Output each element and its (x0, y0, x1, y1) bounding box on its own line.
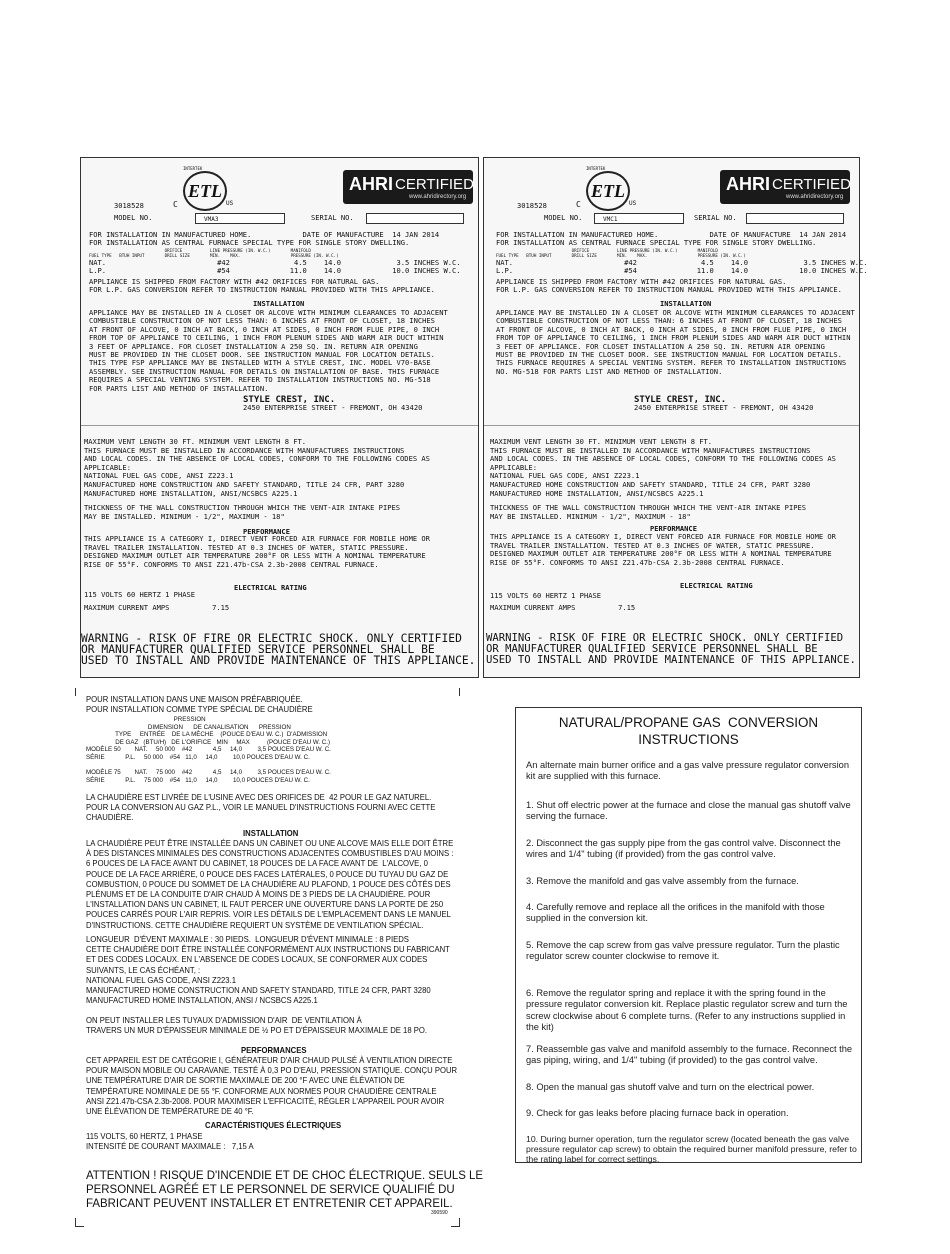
performance-title: PERFORMANCE (650, 524, 697, 533)
conversion-step-9: 9. Check for gas leaks before placing furnace back in operation. (526, 1108, 789, 1118)
gas-row-nat: NAT. #42 4.5 14.0 3.5 INCHES W.C. (496, 258, 868, 267)
performance-text: THIS APPLIANCE IS A CATEGORY I, DIRECT VENT FORCED AIR FURNACE FOR MOBILE HOME OR TRAVEL TRAILER INSTALLATION. TESTED AT 0.3 INCHES OF WATER, STATIC PRESSURE. DESIGNED MAXIMUM OUTLET AIR TEMPERATURE 200°F OR LESS WITH A NOMINAL TEMPERATURE RISE OF 55°F. CONFORMS TO ANSI Z21.47b-CSA 2.3b-2008 CENTRAL FURNACE. (490, 532, 836, 567)
conversion-step-1: 1. Shut off electric power at the furnace and close the manual gas shutoff valve serving the furnace. (526, 800, 851, 822)
installation-title: INSTALLATION (660, 299, 712, 308)
maker-name: STYLE CREST, INC. (243, 395, 336, 405)
maker-name: STYLE CREST, INC. (634, 395, 727, 405)
rating-label-left (80, 157, 479, 678)
model-label: MODEL NO. (114, 213, 153, 222)
wall-thickness: THICKNESS OF THE WALL CONSTRUCTION THROUGH WHICH THE VENT-AIR INTAKE PIPES MAY BE INSTALLED. MINIMUM - 1/2", MAXIMUM - 18" (84, 503, 401, 521)
wall-thickness: THICKNESS OF THE WALL CONSTRUCTION THROUGH WHICH THE VENT-AIR INTAKE PIPES MAY BE INSTALLED. MINIMUM - 1/2", MAXIMUM - 18" (490, 503, 807, 521)
install-line-1: FOR INSTALLATION IN MANUFACTURED HOME. DATE OF MANUFACTURE 14 JAN 2014 (89, 230, 440, 239)
conversion-title: NATURAL/PROPANE GAS CONVERSION INSTRUCTIONS (558, 715, 819, 747)
conversion-step-2: 2. Disconnect the gas supply pipe from the gas control valve. Disconnect the wires and 1/4" tubing (if provided) from the gas control valve. (526, 838, 841, 860)
installation-text: APPLIANCE MAY BE INSTALLED IN A CLOSET OR ALCOVE WITH MINIMUM CLEARANCES TO ADJACENT COMBUSTIBLE CONSTRUCTION OF NOT LESS THAN: 6 INCHES AT FRONT OF CLOSET, 18 INCHES AT FRONT OF ALCOVE, 0 INCH AT BACK, 0 INCH AT SIDES, 0 INCH FROM FLUE PIPE, 0 INCH FROM TOP OF APPLIANCE TO CEILING, 1 INCH FROM PLENUM SIDES AND WARM AIR DUCT WITHIN 3 FEET OF APPLIANCE. FOR CLOSET INSTALLATION A 250 SQ. IN. RETURN AIR OPENING MUST BE PROVIDED IN THE CLOSET DOOR. SEE INSTRUCTION MANUAL FOR LOCATION DETAILS. THIS FURNACE REQUIRES A SPECIAL VENTING SYSTEM. REFER TO INSTALLATION INSTRUCTIONS NO. MG-518 FOR PARTS LIST AND METHOD OF INSTALLATION. (496, 308, 855, 376)
french-installation-text: LA CHAUDIÈRE PEUT ÊTRE INSTALLÉE DANS UN CABINET OU UNE ALCOVE MAIS ELLE DOIT ÊTRE À DES DISTANCES MINIMALES DES CONSTRUCTIONS ADJACENTES COMBUSTIBLES D'AU MOINS : 6 POUCES DE LA FACE AVANT DU CABINET, 18 POUCES DE LA FACE AVANT DE L'ALCOVE, 0 POUCE DE LA FACE ARRIÈRE, 0 POUCE DES FACES LATÉRALES, 0 POUCE DU TUYAU DU GAZ DE COMBUSTION, 0 POUCE DU SOMMET DE LA CHAUDIÈRE AU PLAFOND, 1 POUCE DES CÔTÉS DES PLÉNUMS ET DE LA CONDUITE D'AIR CHAUD À MOINS DE 3 PIEDS DE LA CHAUDIÈRE. POUR L'INSTALLATION DANS UN CABINET, IL FAUT PERCER UNE OUVERTURE DANS LA PORTE DE 250 POUCES CARRÉS POUR L'AIR REPRIS. VOIR LES DÉTAILS DE L'EMPLACEMENT DANS LE MANUEL D'INSTRUCTIONS. CETTE CHAUDIÈRE REQUIERT UN SYSTÈME DE VENTILATION SPÉCIAL. (86, 838, 454, 930)
ahri-certified-logo: AHRI CERTIFIED www.ahridirectory.org (720, 170, 850, 204)
max-current: MAXIMUM CURRENT AMPS 7.15 (490, 603, 636, 612)
conversion-instructions (515, 707, 862, 1163)
conversion-step-6: 6. Remove the regulator spring and replace it with the spring found in the pressure regulator conversion kit. Replace plastic regulator screw and turn the screw clockwise about 6 complete turns. (Refer to any instructions supplied in the kit) (526, 988, 848, 1033)
crop-mark-tr (451, 688, 460, 696)
model-field: VMC1 (594, 213, 684, 224)
install-line-1: FOR INSTALLATION IN MANUFACTURED HOME. DATE OF MANUFACTURE 14 JAN 2014 (496, 230, 847, 239)
gas-table-header-1: ORIFICE LINE PRESSURE (IN. W.C.) MANIFOLD (89, 248, 311, 253)
install-line-2: FOR INSTALLATION AS CENTRAL FURNACE SPECIAL TYPE FOR SINGLE STORY DWELLING. (89, 238, 410, 247)
maker-address: 2450 ENTERPRISE STREET - FREMONT, OH 43420 (243, 403, 423, 412)
french-performance-title: PERFORMANCES (241, 1045, 307, 1055)
install-line-2: FOR INSTALLATION AS CENTRAL FURNACE SPECIAL TYPE FOR SINGLE STORY DWELLING. (496, 238, 817, 247)
performance-text: THIS APPLIANCE IS A CATEGORY I, DIRECT VENT FORCED AIR FURNACE FOR MOBILE HOME OR TRAVEL TRAILER INSTALLATION. TESTED AT 0.3 INCHES OF WATER, STATIC PRESSURE. DESIGNED MAXIMUM OUTLET AIR TEMPERATURE 200°F OR LESS WITH A NOMINAL TEMPERATURE RISE OF 55°F. CONFORMS TO ANSI Z21.47b-CSA 2.3b-2008 CENTRAL FURNACE. (84, 534, 430, 569)
french-attention: ATTENTION ! RISQUE D'INCENDIE ET DE CHOC ÉLECTRIQUE. SEULS LE PERSONNEL AGRÉÉ ET LE PERSONNEL DE SERVICE QUALIFIÉ DU FABRICANT PEUVENT INSTALLER ET ENTRETENIR CET APPAREIL. (86, 1168, 484, 1210)
etl-c: C (576, 200, 581, 209)
warning-text: WARNING - RISK OF FIRE OR ELECTRIC SHOCK. ONLY CERTIFIED OR MANUFACTURER QUALIFIED SERVICE PERSONNEL SHALL BE USED TO INSTALL AND PROVIDE MAINTENANCE OF THIS APPLIANCE. (486, 632, 856, 666)
etl-logo (574, 166, 637, 214)
french-electrical-text: 115 VOLTS, 60 HERTZ, 1 PHASE INTENSITÉ DE COURANT MAXIMALE : 7,15 A (86, 1131, 254, 1152)
label-top-divider (484, 425, 859, 426)
french-wall-thickness: ON PEUT INSTALLER LES TUYAUX D'ADMISSION D'AIR DE VENTILATION À TRAVERS UN MUR D'ÉPAISSEUR MINIMALE DE ½ PO ET D'ÉPAISSEUR MAXIMALE DE 18 PO. (86, 1015, 428, 1036)
model-field: VMA3 (195, 213, 285, 224)
label-id: 3018528 (517, 201, 547, 210)
etl-us: US (226, 200, 234, 207)
conversion-step-10: 10. During burner operation, turn the regulator screw (located beneath the gas valve pressure regulator cap screw) to obtain the required burner manifold pressure, refer to the rating label for correct settings. (526, 1134, 857, 1165)
max-current: MAXIMUM CURRENT AMPS 7.15 (84, 603, 230, 612)
electrical-title: ELECTRICAL RATING (234, 583, 307, 592)
crop-mark-tl (75, 688, 84, 696)
serial-label: SERIAL NO. (311, 213, 354, 222)
gas-row-lp: L.P. #54 11.0 14.0 10.0 INCHES W.C. (496, 266, 868, 275)
gas-row-lp: L.P. #54 11.0 14.0 10.0 INCHES W.C. (89, 266, 461, 275)
french-vent-text: LONGUEUR D'ÉVENT MAXIMALE : 30 PIEDS. LONGUEUR D'ÉVENT MINIMALE : 8 PIEDS CETTE CHAUDIÈRE DOIT ÊTRE INSTALLÉE CONFORMÉMENT AUX INSTRUCTIONS DU FABRICANT ET DES CODES LOCAUX. EN L'ABSENCE DE CODES LOCAUX, SE CONFORMER AUX CODES SUIVANTS, LE CAS ÉCHÉANT, : NATIONAL FUEL GAS CODE, ANSI Z223.1 MANUFACTURED HOME CONSTRUCTION AND SAFETY STANDARD, TITLE 24 CFR, PART 3280 MANUFACTURED HOME INSTALLATION, ANSI / NCSBCS A225.1 (86, 934, 450, 1006)
etl-us: US (629, 200, 637, 207)
conversion-step-5: 5. Remove the cap screw from gas valve pressure regulator. Turn the plastic regulator screw counter clockwise to remove it. (526, 940, 840, 962)
ahri-certified-logo: AHRI CERTIFIED www.ahridirectory.org (343, 170, 473, 204)
gas-table-header-1: ORIFICE LINE PRESSURE (IN. W.C.) MANIFOLD (496, 248, 718, 253)
volts: 115 VOLTS 60 HERTZ 1 PHASE (490, 591, 602, 600)
conversion-step-8: 8. Open the manual gas shutoff valve and turn on the electrical power. (526, 1082, 815, 1092)
serial-field (746, 213, 844, 224)
installation-title: INSTALLATION (253, 299, 305, 308)
etl-c: C (173, 200, 178, 209)
gas-table-header-2: FUEL TYPE BTUH INPUT DRILL SIZE MIN. MAX. PRESSURE (IN. W.C.) (89, 253, 339, 258)
gas-row-nat: NAT. #42 4.5 14.0 3.5 INCHES W.C. (89, 258, 461, 267)
etl-mark: ETL (586, 171, 630, 211)
intertek-mark: INTERTEK (183, 166, 203, 171)
french-electrical-title: CARACTÉRISTIQUES ÉLECTRIQUES (205, 1120, 342, 1130)
conversion-intro: An alternate main burner orifice and a gas valve pressure regulator conversion kit are supplied with this furnace. (526, 760, 849, 782)
label-top-divider (81, 425, 478, 426)
shipped-note: APPLIANCE IS SHIPPED FROM FACTORY WITH #42 ORIFICES FOR NATURAL GAS. FOR L.P. GAS CONVERSION REFER TO INSTRUCTION MANUAL PROVIDED WITH THIS APPLIANCE. (496, 277, 842, 295)
french-code: 390590 (431, 1210, 448, 1216)
intertek-mark: INTERTEK (586, 166, 606, 171)
french-performance-text: CET APPAREIL EST DE CATÉGORIE I, GÉNÉRATEUR D'AIR CHAUD PULSÉ À VENTILATION DIRECTE POUR MAISON MOBILE OU CARAVANE. TESTÉ À 0,3 PO D'EAU, PRESSION STATIQUE. CONÇU POUR UNE TEMPÉRATURE D'AIR DE SORTIE MAXIMALE DE 200 °F AVEC UNE ÉLÉVATION DE TEMPÉRATURE NOMINALE DE 55 °F. CONFORME AUX NORMES POUR CHAUDIÈRE CENTRALE ANSI Z21.47b-CSA 2.3b-2008. POUR MAXIMISER L'EFFICACITÉ, RÉGLER L'APPAREIL POUR AVOIR UNE ÉLÉVATION DE TEMPÉRATURE DE 40 °F. (86, 1055, 458, 1117)
warning-text: WARNING - RISK OF FIRE OR ELECTRIC SHOCK. ONLY CERTIFIED OR MANUFACTURER QUALIFIED SERVICE PERSONNEL SHALL BE USED TO INSTALL AND PROVIDE MAINTENANCE OF THIS APPLIANCE. (81, 632, 476, 667)
vent-text: MAXIMUM VENT LENGTH 30 FT. MINIMUM VENT LENGTH 8 FT. THIS FURNACE MUST BE INSTALLED IN ACCORDANCE WITH MANUFACTURES INSTRUCTIONS AND LOCAL CODES. IN THE ABSENCE OF LOCAL CODES, CONFORM TO THE FOLLOWING CODES AS APPLICABLE: NATIONAL FUEL GAS CODE, ANSI Z223.1 MANUFACTURED HOME CONSTRUCTION AND SAFETY STANDARD, TITLE 24 CFR, PART 3280 MANUFACTURED HOME INSTALLATION, ANSI/NCSBCS A225.1 (490, 437, 836, 498)
serial-label: SERIAL NO. (694, 213, 737, 222)
performance-title: PERFORMANCE (243, 527, 290, 536)
gas-table-header-2: FUEL TYPE BTUH INPUT DRILL SIZE MIN. MAX. PRESSURE (IN. W.C.) (496, 253, 746, 258)
shipped-note: APPLIANCE IS SHIPPED FROM FACTORY WITH #42 ORIFICES FOR NATURAL GAS. FOR L.P. GAS CONVERSION REFER TO INSTRUCTION MANUAL PROVIDED WITH THIS APPLIANCE. (89, 277, 435, 295)
etl-logo (171, 166, 234, 214)
conversion-step-7: 7. Reassemble gas valve and manifold assembly to the furnace. Reconnect the gas piping, wiring, and 1/4" tubing (if provided) to the gas control valve. (526, 1044, 853, 1066)
crop-mark-bl (75, 1218, 84, 1227)
vent-text: MAXIMUM VENT LENGTH 30 FT. MINIMUM VENT LENGTH 8 FT. THIS FURNACE MUST BE INSTALLED IN ACCORDANCE WITH MANUFACTURES INSTRUCTIONS AND LOCAL CODES. IN THE ABSENCE OF LOCAL CODES, CONFORM TO THE FOLLOWING CODES AS APPLICABLE: NATIONAL FUEL GAS CODE, ANSI Z223.1 MANUFACTURED HOME CONSTRUCTION AND SAFETY STANDARD, TITLE 24 CFR, PART 3280 MANUFACTURED HOME INSTALLATION, ANSI/NCSBCS A225.1 (84, 437, 430, 498)
maker-address: 2450 ENTERPRISE STREET - FREMONT, OH 43420 (634, 403, 814, 412)
serial-field (366, 213, 464, 224)
french-shipped: LA CHAUDIÈRE EST LIVRÉE DE L'USINE AVEC DES ORIFICES DE 42 POUR LE GAZ NATUREL. POUR LA CONVERSION AU GAZ P.L., VOIR LE MANUEL D'INSTRUCTIONS FOURNI AVEC CETTE CHAUDIÈRE. (86, 792, 436, 823)
model-label: MODEL NO. (544, 213, 583, 222)
volts: 115 VOLTS 60 HERTZ 1 PHASE (84, 590, 196, 599)
electrical-title: ELECTRICAL RATING (680, 581, 753, 590)
etl-mark: ETL (183, 171, 227, 211)
rating-label-right (483, 157, 868, 678)
crop-mark-br (451, 1218, 460, 1227)
french-head: POUR INSTALLATION DANS UNE MAISON PRÉFABRIQUÉE. POUR INSTALLATION COMME TYPE SPÉCIAL DE CHAUDIÈRE (86, 694, 313, 715)
french-installation-title: INSTALLATION (243, 828, 299, 838)
label-id: 3018528 (114, 201, 144, 210)
installation-text: APPLIANCE MAY BE INSTALLED IN A CLOSET OR ALCOVE WITH MINIMUM CLEARANCES TO ADJACENT COMBUSTIBLE CONSTRUCTION OF NOT LESS THAN: 6 INCHES AT FRONT OF CLOSET, 18 INCHES AT FRONT OF ALCOVE, 0 INCH AT BACK, 0 INCH AT SIDES, 0 INCH FROM FLUE PIPE, 0 INCH FROM TOP OF APPLIANCE TO CEILING, 1 INCH FROM PLENUM SIDES AND WARM AIR DUCT WITHIN 3 FEET OF APPLIANCE. FOR CLOSET INSTALLATION A 250 SQ. IN. RETURN AIR OPENING MUST BE PROVIDED IN THE CLOSET DOOR. SEE INSTRUCTION MANUAL FOR LOCATION DETAILS. THIS TYPE FSP APPLIANCE MAY BE INSTALLED WITH A STYLE CREST, INC. MODEL V70-BASE ASSEMBLY. SEE INSTRUCTION MANUAL FOR DETAILS ON INSTALLATION OF BASE. THIS FURNACE REQUIRES A SPECIAL VENTING SYSTEM. REFER TO INSTALLATION INSTRUCTIONS NO. MG-518 FOR PARTS LIST AND METHOD OF INSTALLATION. (89, 308, 448, 393)
french-label (75, 688, 484, 1238)
french-gas-table: PRESSION DIMENSION DE CANALISATION PRESSION TYPE ENTRÉE DE LA MÈCHE (POUCE D'EAU W. C.) D'ADMISSION DE GAZ (BTU/H) DE L'ORIFICE MIN MAX (POUCE D'EAU W. C.) MODÈLE 50 NAT. 50 000 #42 4,5 14,0 3,5 POUCES D'EAU W. C. SÉRIE P.L. 50 000 #54 11,0 14,0 10,0 POUCES D'EAU W. C. MODÈLE 75 NAT. 75 000 #42 4,5 14,0 3,5 POUCES D'EAU W. C. SÉRIE P.L. 75 000 #54 11,0 14,0 10,0 POUCES D'EAU W. C. (86, 716, 331, 784)
conversion-step-4: 4. Carefully remove and replace all the orifices in the manifold with those supplied in the conversion kit. (526, 902, 825, 924)
conversion-step-3: 3. Remove the manifold and gas valve assembly from the furnace. (526, 876, 799, 886)
